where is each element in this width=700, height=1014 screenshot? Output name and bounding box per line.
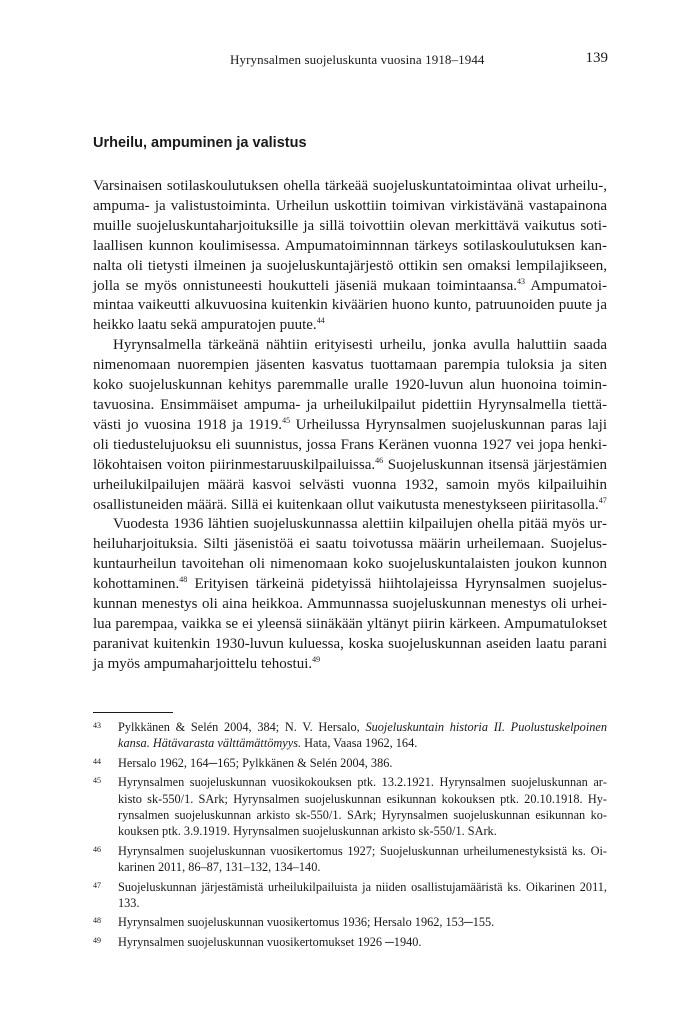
text-run: Erityisen tärkeinä pidetyissä hiihtolajeissa Hyrynsalmen suojeluskunnan menestys oli aina heikkoa. Ammunnassa suojeluskunnan menestys oli urheilua parempaa, vaikka se ei yleensä siinäkään yltänyt piirin kärkeen. Ampumatulokset paranivat kuitenkin 1930-luvun kuluessa, koska suojeluskunnan aseiden laatu parani ja myös ampumaharjoittelu tehostui. xyxy=(93,576,607,672)
footnote-45 xyxy=(93,774,607,840)
footnote-text: Suojeluskunnan järjestämistä urheilukilpailuista ja niiden osallistujamääristä ks. Oikarinen 2011, 133. xyxy=(118,879,607,911)
footnote-46 xyxy=(93,843,607,876)
section-heading: Urheilu, ampuminen ja valistus xyxy=(93,135,307,151)
text-run: Urheilussa Hyrynsalmen suojeluskunnan paras laji oli tiedustelujuoksu eli suunnistus, jossa Frans Keränen vuonna 1927 vei jopa henkilökohtaisen voiton piirinmestaruuskilpailuissa. xyxy=(93,416,607,473)
paragraph-3 xyxy=(93,515,607,674)
footnote-ref-43[interactable]: 43 xyxy=(517,276,526,286)
footnote-text: Hersalo 1962, 164─165; Pylkkänen & Selén 2004, 386. xyxy=(118,755,393,770)
footnote-number: 43 xyxy=(93,721,101,730)
text-run: Ampumatoimintaa vaikeutti alkuvuosina kuitenkin kiväärien huono kunto, patruunoiden puute ja heikko laatu sekä ampuratojen puute. xyxy=(93,277,607,334)
footnote-text: Hyrynsalmen suojeluskunnan vuosikertomus 1927; Suojeluskunnan urheilumenestyksistä ks. Oikarinen 2011, 86–87, 131–132, 134–140. xyxy=(118,843,607,875)
body-text xyxy=(93,177,607,675)
running-header: Hyrynsalmen suojeluskunta vuosina 1918–1944 xyxy=(230,52,485,67)
paragraph-1 xyxy=(93,177,607,336)
footnote-49 xyxy=(93,934,607,950)
text-run: Varsinaisen sotilaskoulutuksen ohella tärkeää suojeluskuntatoimintaa olivat urheilu-, ampuma- ja valistustoiminta. Urheilun uskottiin toimivan virkistävänä vastapainona muille suojeluskuntaharjoituksille ja sillä toivottiin olevan merkittävä vaikutus sotilaallisen kunnon koulimisessa. Ampumatoiminnnan tärkeys sotilaskoulutuksen kannalta oli tietysti ilmeinen ja suojeluskuntajärjestö ottikin sen omaksi lempilajikseen, jolla se myös onnistuneesti houkutteli jäseniä mukaan toimintaansa. xyxy=(93,178,607,294)
footnote-text xyxy=(118,719,607,752)
footnote-ref-45[interactable]: 45 xyxy=(282,415,291,425)
text-run: Hyrynsalmella tärkeänä nähtiin erityisesti urheilu, jonka avulla haluttiin saada nimenomaan nuorempien jäsenten kasvatus tuottamaan parempia tuloksia ja siten koko suojeluskunnan kehitys paremmalle uralle 1920-luvun alun huonoina toimintavuosina. Ensimmäiset ampuma- ja urheilukilpailut pidettiin Hyrynsalmella tiettävästi jo vuosina 1918 ja 1919. xyxy=(93,337,607,433)
footnote-separator xyxy=(93,712,173,713)
footnote-ref-44[interactable]: 44 xyxy=(316,316,325,326)
text-run: Suojeluskunnan itsensä järjestämien urheilukilpailujen määrä kasvoi selvästi vuonna 1932, samoin myös kilpailuihin osallistuneiden määrä. Sillä ei kuitenkaan ollut vaikutusta menestykseen piiritasolla. xyxy=(93,456,607,513)
footnote-text: Hyrynsalmen suojeluskunnan vuosikertomus 1936; Hersalo 1962, 153─155. xyxy=(118,915,495,930)
page-number: 139 xyxy=(585,50,608,66)
paragraph-2 xyxy=(93,336,607,515)
footnote-ref-47[interactable]: 47 xyxy=(598,495,607,505)
footnote-ref-46[interactable]: 46 xyxy=(375,455,384,465)
text-run: Hata, Vaasa 1962, 164. xyxy=(301,736,418,751)
footnote-number: 44 xyxy=(93,756,101,766)
footnote-text: Hyrynsalmen suojeluskunnan vuosikokouksen ptk. 13.2.1921. Hyrynsalmen suojeluskunnan arkisto sk-550/1. SArk; Hyrynsalmen suojeluskunnan esikunnan kokouksen ptk. 20.10.1918. Hyrynsalmen suojeluskunnan arkisto sk-550/1. SArk; Hyrynsalmen suojeluskunnan esikunnan kokouksen ptk. 3.9.1919. Hyrynsalmen suojeluskunnan arkisto sk-550/1. SArk. xyxy=(118,775,607,839)
footnote-text: Hyrynsalmen suojeluskunnan vuosikertomukset 1926 ─1940. xyxy=(118,934,422,949)
footnote-44 xyxy=(93,755,607,771)
footnote-43 xyxy=(93,719,607,752)
text-run: Vuodesta 1936 lähtien suojeluskunnassa alettiin kilpailujen ohella pitää myös urheiluharjoituksia. Silti jäsenistöä ei saatu toivotussa määrin urheilemaan. Suojeluskuntaurheilun tavoitehan oli nimenomaan koko suojeluskuntalaisten joukon kunnon kohottaminen. xyxy=(93,516,607,593)
footnote-number: 46 xyxy=(93,844,101,854)
book-title: Suojeluskuntain historia II. Puolustuskelpoinen kansa. Hätävarasta välttämättömyys. xyxy=(118,720,607,751)
footnote-number: 47 xyxy=(93,880,101,890)
footnote-ref-48[interactable]: 48 xyxy=(179,575,188,585)
footnote-number: 49 xyxy=(93,935,101,945)
footnote-number: 45 xyxy=(93,776,101,786)
footnote-48 xyxy=(93,914,607,930)
text-run: Pylkkänen & Selén 2004, 384; N. V. Hersalo, xyxy=(118,720,366,734)
footnote-47 xyxy=(93,879,607,912)
footnote-ref-49[interactable]: 49 xyxy=(312,654,321,664)
footnotes xyxy=(93,719,607,953)
footnote-number: 48 xyxy=(93,916,101,926)
